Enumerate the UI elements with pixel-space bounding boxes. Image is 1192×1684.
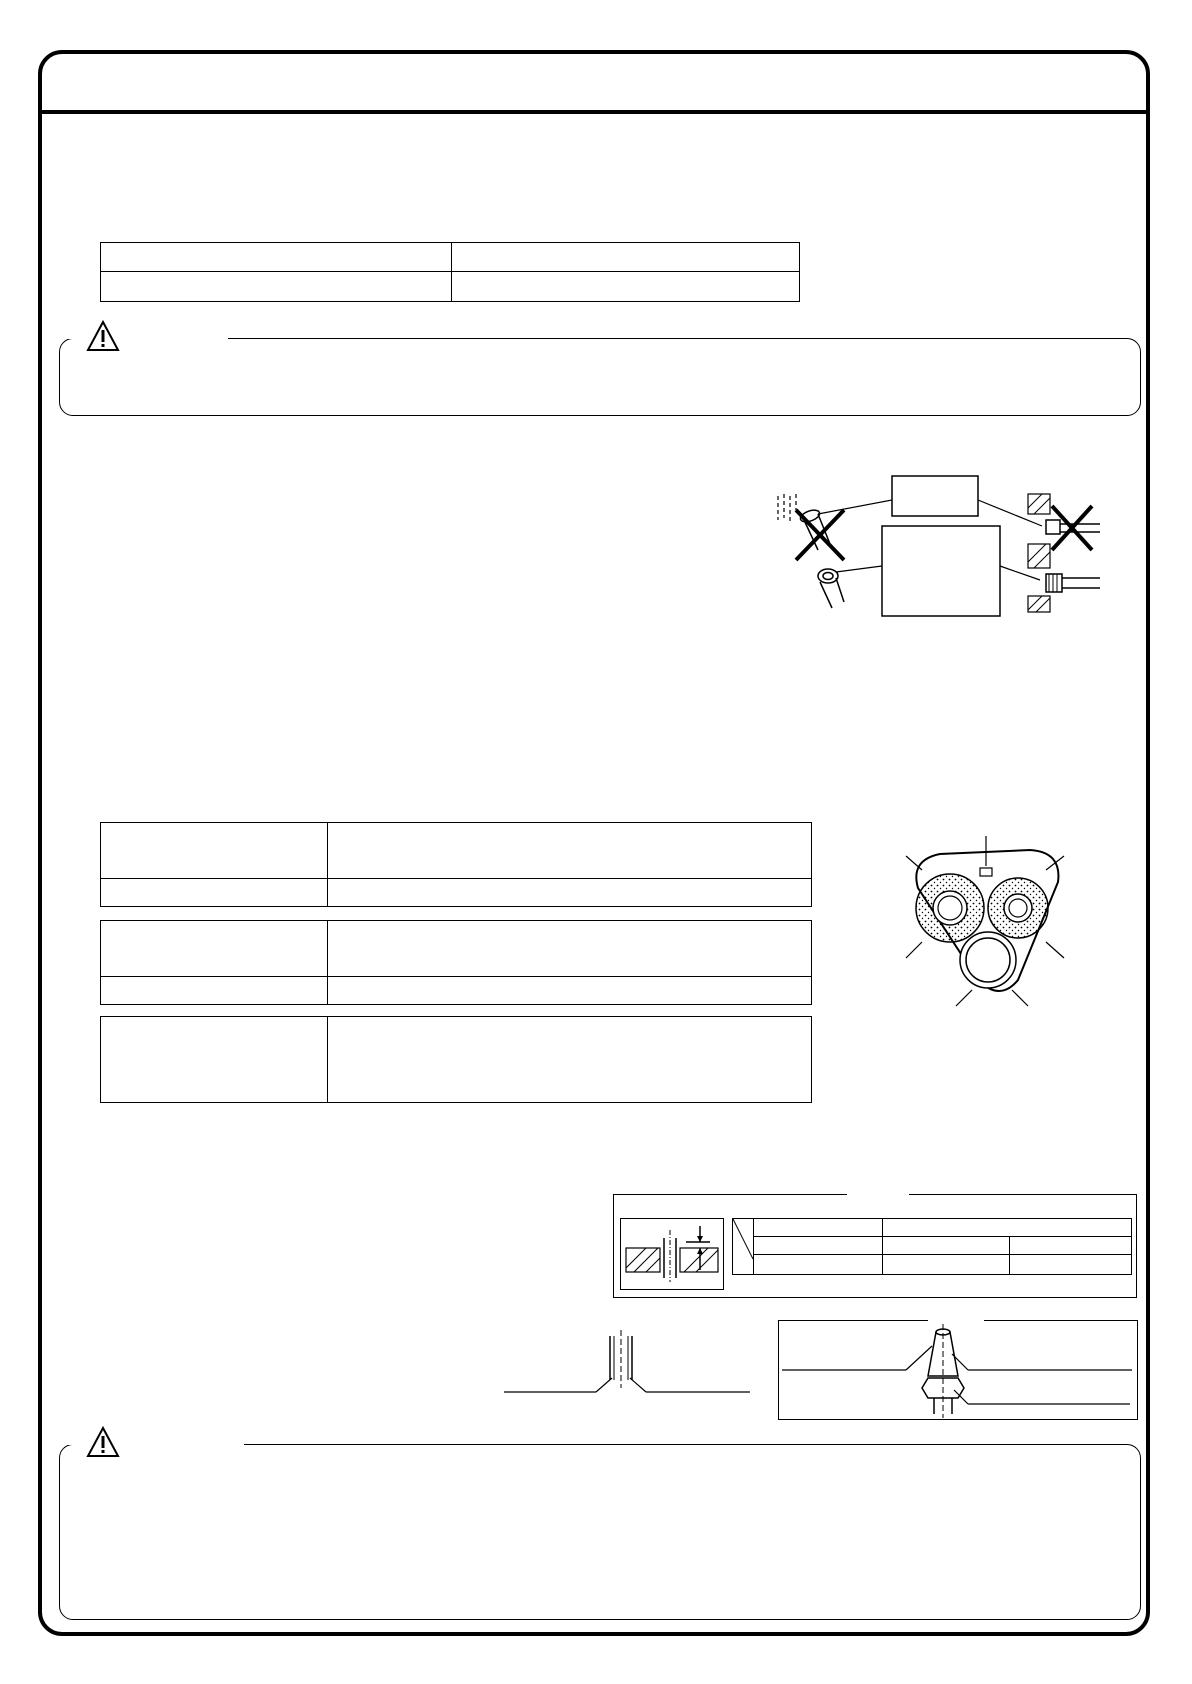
table-mid-1-cell xyxy=(101,823,328,879)
table-mid-2-cell xyxy=(101,921,328,977)
flare-dimension-table xyxy=(732,1218,1132,1275)
caution-box-1 xyxy=(59,338,1141,416)
table-mid-3 xyxy=(100,1016,812,1103)
table-mid-2-cell xyxy=(328,921,812,977)
table-top-cell xyxy=(101,243,452,272)
caution-box-2 xyxy=(59,1444,1141,1620)
table-mid-1-cell xyxy=(101,879,328,907)
table-mid-1-cell xyxy=(328,823,812,879)
table-top-cell xyxy=(101,272,452,302)
table-mid-3-cell xyxy=(101,1017,328,1103)
flare-dimension-table-cell xyxy=(754,1237,883,1255)
table-top-cell xyxy=(452,272,800,302)
flare-dimension-table-cell xyxy=(883,1219,1132,1237)
flare-dimension-box-gap xyxy=(847,1190,909,1198)
table-mid-3-cell xyxy=(328,1017,812,1103)
flare-connection-drawing xyxy=(782,1324,1136,1418)
table-top-cell xyxy=(452,243,800,272)
flare-dimension-table-cell xyxy=(1010,1237,1132,1255)
flare-dimension-table-cell xyxy=(1010,1255,1132,1275)
flare-dimension-table-cell xyxy=(883,1255,1010,1275)
insulated-pipe-bundle-diagram xyxy=(900,830,1080,1010)
warning-triangle-icon xyxy=(86,1426,120,1458)
table-mid-1 xyxy=(100,822,812,907)
flare-dimension-table-cell xyxy=(754,1219,883,1237)
flare-dimension-table-cell xyxy=(883,1237,1010,1255)
table-top xyxy=(100,242,800,302)
warning-triangle-icon xyxy=(86,320,120,352)
flare-section-drawing xyxy=(624,1222,722,1288)
table-mid-2-cell xyxy=(328,977,812,1005)
table-mid-2 xyxy=(100,920,812,1005)
flare-nut-diagram xyxy=(770,470,1120,630)
flare-dimension-table-corner xyxy=(733,1219,754,1275)
header-divider xyxy=(38,110,1150,114)
flare-connection-box-gap xyxy=(928,1316,984,1324)
table-mid-1-cell xyxy=(328,879,812,907)
flare-dimension-table-cell xyxy=(754,1255,883,1275)
table-mid-2-cell xyxy=(101,977,328,1005)
diagonal-line xyxy=(733,1219,753,1259)
pipe-cut-drawing xyxy=(500,1330,760,1394)
